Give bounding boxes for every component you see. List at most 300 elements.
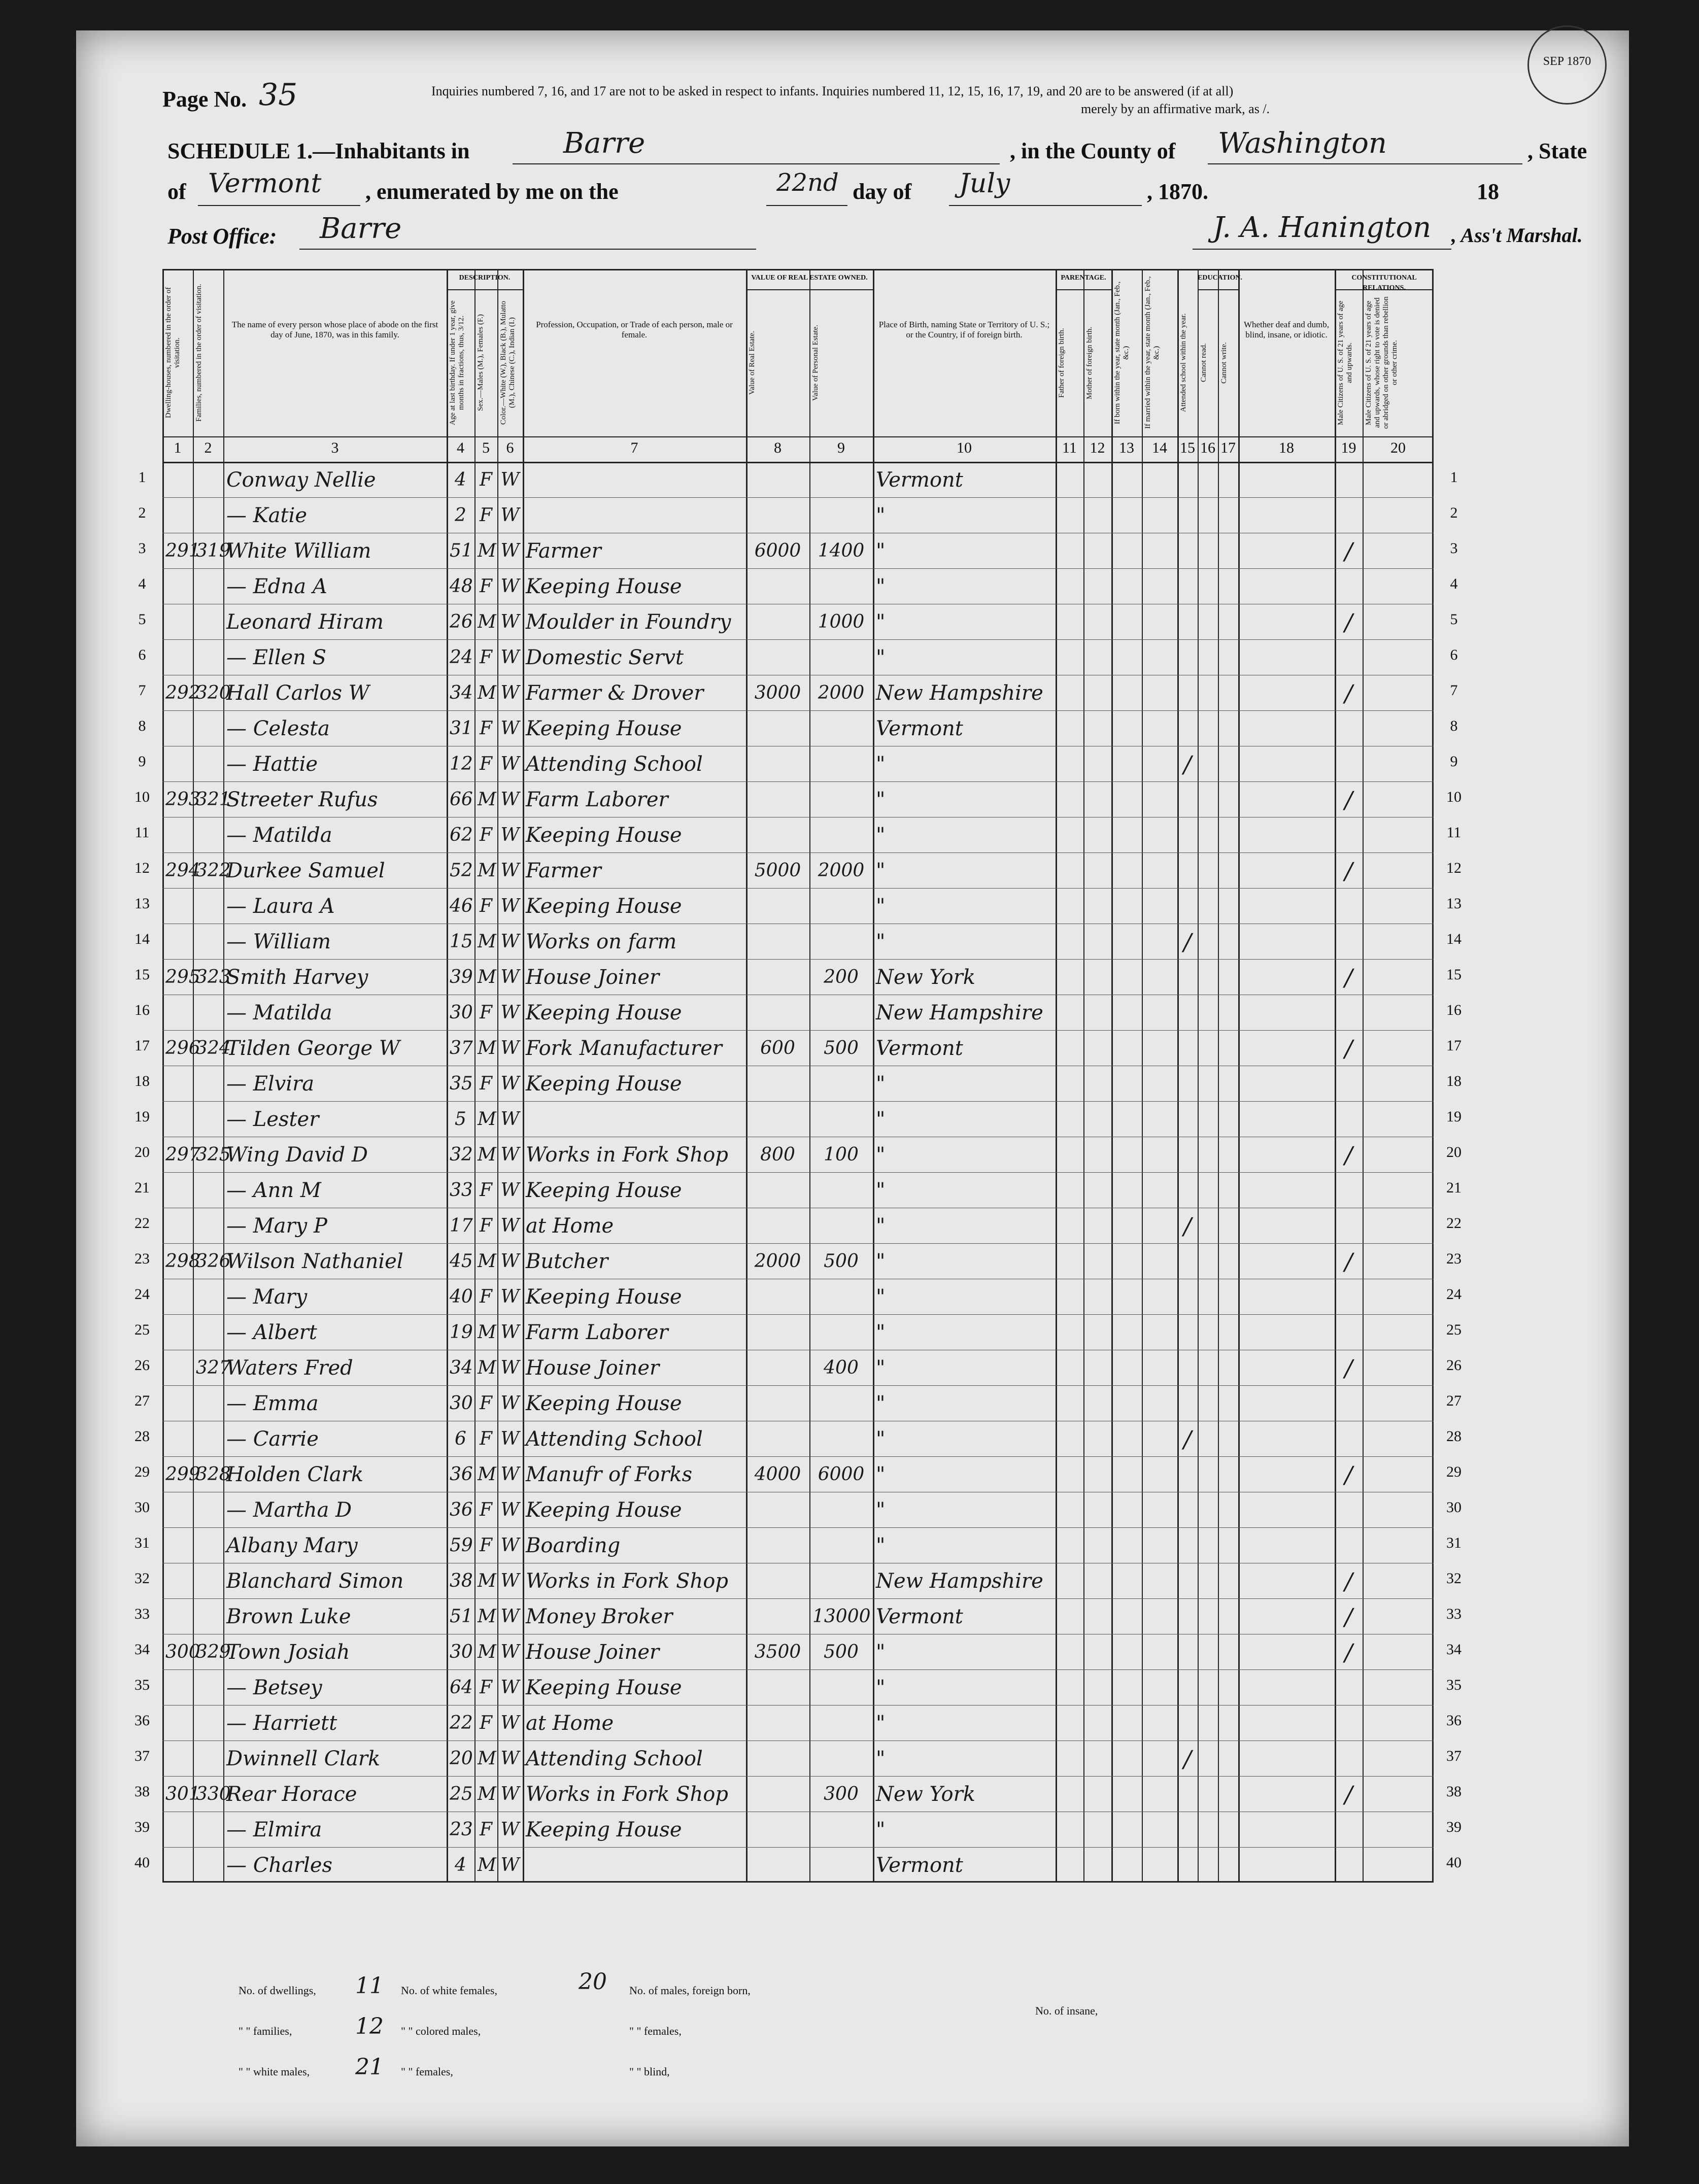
cell-birth: ": [876, 1641, 886, 1664]
header-divider: [162, 436, 1434, 437]
state-value: Vermont: [208, 168, 322, 199]
cell-occ: House Joiner: [526, 966, 660, 989]
row-divider: [162, 781, 1434, 782]
cell-occ: Works in Fork Shop: [526, 1569, 728, 1593]
cell-age: 31: [450, 718, 473, 739]
cell-sex: M: [478, 540, 496, 561]
foreign-females-label: " " females,: [629, 2025, 682, 2037]
post-office-value: Barre: [320, 212, 402, 245]
row-number-right: 21: [1446, 1179, 1462, 1196]
families-value: 12: [355, 2014, 384, 2039]
cell-re: 4000: [754, 1464, 801, 1485]
column-header-6: Color.—White (W.), Black (B.), Mulatto (M.), Chinese (C.), Indian (I.): [499, 301, 516, 425]
cell-name: — Matilda: [226, 1001, 332, 1025]
cell-occ: Farm Laborer: [526, 788, 668, 811]
row-number-left: 39: [134, 1819, 150, 1835]
cell-age: 45: [450, 1251, 473, 1272]
cell-birth: ": [876, 1463, 886, 1486]
cell-age: 51: [450, 540, 473, 561]
cell-occ: Attending School: [526, 1747, 703, 1770]
schedule-label: SCHEDULE 1.—Inhabitants in: [167, 139, 470, 163]
sheet-number: 18: [1477, 179, 1499, 204]
column-header-4: Age at last birthday. If under 1 year, give months in fractions, thus, 3/12.: [449, 300, 465, 425]
cell-pe: 1400: [818, 540, 865, 561]
cell-age: 26: [450, 611, 473, 632]
cell-name: Smith Harvey: [226, 966, 368, 989]
cell-sex: M: [478, 931, 496, 952]
row-number-left: 11: [134, 824, 150, 841]
cell-occ: Keeping House: [526, 1676, 682, 1699]
row-number-left: 28: [134, 1428, 150, 1445]
cell-sex: M: [478, 1642, 496, 1662]
cell-name: Dwinnell Clark: [226, 1747, 381, 1770]
row-divider: [162, 959, 1434, 960]
cell-sex: M: [478, 1357, 496, 1378]
cell-name: — Betsey: [226, 1676, 322, 1699]
census-sheet: [76, 30, 1629, 2146]
group-value-real-estate-underline: [746, 289, 873, 290]
cell-birth: ": [876, 1214, 886, 1238]
post-office-underline: [299, 249, 756, 250]
cell-dw: 294: [165, 860, 200, 881]
cell-fam: 320: [196, 682, 231, 703]
cell-sex: F: [480, 896, 492, 916]
column-number-18: 18: [1279, 439, 1294, 456]
cell-name: Durkee Samuel: [226, 859, 385, 882]
cell-name: Albany Mary: [226, 1534, 358, 1557]
group-value-real-estate: VALUE OF REAL ESTATE OWNED.: [751, 274, 868, 282]
cell-sex: M: [478, 1748, 496, 1769]
cell-color: W: [500, 1677, 520, 1698]
cell-birth: ": [876, 1498, 886, 1522]
column-header-20: Male Citizens of U. S. of 21 years of age and upwards, whose right to vote is denied or abridged on other grounds than rebellion or other crime.: [1365, 296, 1399, 429]
column-divider: [1335, 269, 1336, 1883]
white-males-value: 21: [355, 2054, 384, 2080]
cell-birth: ": [876, 1427, 886, 1451]
cell-sex: M: [478, 789, 496, 810]
cell-occ: Farm Laborer: [526, 1321, 668, 1344]
row-number-left: 22: [134, 1215, 150, 1232]
cell-occ: at Home: [526, 1214, 614, 1238]
cell-occ: Attending School: [526, 753, 703, 776]
cell-dw: 296: [165, 1038, 200, 1059]
row-number-left: 7: [138, 682, 146, 699]
cell-occ: Keeping House: [526, 895, 682, 918]
row-number-right: 23: [1446, 1250, 1462, 1267]
cell-occ: Keeping House: [526, 575, 682, 598]
cell-fam: 319: [196, 540, 231, 561]
cell-color: W: [500, 1144, 520, 1165]
row-number-right: 39: [1446, 1819, 1462, 1835]
colored-females-label: " " females,: [401, 2065, 453, 2078]
cell-birth: ": [876, 646, 886, 669]
cell-school: /: [1183, 1425, 1192, 1453]
cell-sex: M: [478, 1038, 496, 1059]
cell-age: 51: [450, 1606, 473, 1627]
cell-sex: M: [478, 860, 496, 881]
cell-cit: /: [1344, 1248, 1353, 1275]
row-number-right: 34: [1446, 1641, 1462, 1658]
row-number-left: 15: [134, 966, 150, 983]
cell-age: 38: [450, 1571, 473, 1591]
cell-birth: New York: [876, 1783, 975, 1806]
cell-dw: 293: [165, 789, 200, 810]
summary-footer: [162, 1969, 1604, 2121]
cell-occ: Farmer: [526, 859, 601, 882]
instructions-line-1: Inquiries numbered 7, 16, and 17 are not to be asked in respect to infants. Inquiries numbered 11, 12, 15, 16, 17, 19, and 20 are to be answered (if at all): [431, 84, 1234, 98]
cell-color: W: [500, 469, 520, 490]
cell-occ: Farmer & Drover: [526, 681, 704, 705]
row-number-left: 29: [134, 1463, 150, 1480]
row-number-right: 33: [1446, 1606, 1462, 1622]
cell-age: 66: [450, 789, 473, 810]
cell-name: Brown Luke: [226, 1605, 351, 1628]
cell-re: 5000: [754, 860, 801, 881]
cell-cit: /: [1344, 608, 1353, 636]
cell-dw: 297: [165, 1144, 200, 1165]
state-underline: [198, 205, 360, 206]
cell-color: W: [500, 611, 520, 632]
families-label: " " families,: [239, 2025, 292, 2037]
column-number-11: 11: [1062, 439, 1077, 456]
cell-birth: ": [876, 575, 886, 598]
cell-re: 6000: [754, 540, 801, 561]
cell-dw: 301: [165, 1784, 200, 1804]
cell-name: — Albert: [226, 1321, 317, 1344]
cell-name: Blanchard Simon: [226, 1569, 404, 1593]
row-number-left: 25: [134, 1321, 150, 1338]
cell-color: W: [500, 647, 520, 668]
row-divider: [162, 1314, 1434, 1315]
cell-color: W: [500, 1002, 520, 1023]
column-number-14: 14: [1152, 439, 1167, 456]
day-value: 22nd: [776, 168, 839, 197]
colored-males-label: " " colored males,: [401, 2025, 481, 2037]
cell-color: W: [500, 1286, 520, 1307]
row-number-right: 12: [1446, 860, 1462, 876]
cell-sex: F: [480, 1535, 492, 1556]
cell-fam: 324: [196, 1038, 231, 1059]
cell-age: 32: [450, 1144, 473, 1165]
column-divider: [1142, 269, 1143, 1883]
column-divider: [873, 269, 874, 1883]
row-number-right: 5: [1450, 611, 1458, 628]
cell-sex: M: [478, 1109, 496, 1130]
cell-fam: 328: [196, 1464, 231, 1485]
row-number-left: 23: [134, 1250, 150, 1267]
column-header-13: If born within the year, state month (Jan., Feb., &c.): [1113, 281, 1130, 424]
white-males-label: " " white males,: [239, 2065, 310, 2078]
row-divider: [162, 1243, 1434, 1244]
white-females-value: 20: [579, 1969, 607, 1995]
cell-re: 3500: [754, 1642, 801, 1662]
row-number-left: 36: [134, 1712, 150, 1729]
cell-dw: 295: [165, 967, 200, 987]
cell-school: /: [1183, 1212, 1192, 1240]
cell-sex: F: [480, 505, 492, 526]
cell-age: 4: [455, 1855, 466, 1875]
row-number-left: 37: [134, 1748, 150, 1764]
cell-color: W: [500, 1428, 520, 1449]
cell-birth: ": [876, 895, 886, 918]
cell-color: W: [500, 1819, 520, 1840]
group-constitutional: CONSTITUTIONAL RELATIONS.: [1351, 274, 1417, 292]
cell-pe: 2000: [818, 860, 865, 881]
column-header-14: If married within the year, state month (Jan., Feb., &c.): [1144, 276, 1161, 429]
row-number-left: 24: [134, 1286, 150, 1303]
cell-color: W: [500, 1251, 520, 1272]
cell-birth: ": [876, 1712, 886, 1735]
column-header-16: Cannot read.: [1200, 343, 1208, 383]
cell-name: — Ann M: [226, 1179, 321, 1202]
cell-color: W: [500, 931, 520, 952]
column-header-10: Place of Birth, naming State or Territory of U. S.; or the Country, if of foreign birth.: [878, 320, 1050, 339]
row-number-right: 36: [1446, 1712, 1462, 1729]
cell-pe: 100: [824, 1144, 859, 1165]
column-header-12: Mother of foreign birth.: [1085, 326, 1094, 399]
cell-sex: F: [480, 469, 492, 490]
cell-age: 48: [450, 576, 473, 597]
state-label: , State: [1527, 139, 1587, 163]
cell-sex: F: [480, 1499, 492, 1520]
cell-pe: 500: [824, 1038, 859, 1059]
cell-name: Conway Nellie: [226, 468, 376, 492]
town-value: Barre: [563, 127, 645, 160]
cell-cit: /: [1344, 537, 1353, 565]
column-number-15: 15: [1180, 439, 1195, 456]
column-divider: [1198, 269, 1199, 1883]
cell-age: 35: [450, 1073, 473, 1094]
cell-birth: ": [876, 824, 886, 847]
row-number-left: 5: [138, 611, 146, 628]
cell-dw: 300: [165, 1642, 200, 1662]
cell-occ: at Home: [526, 1712, 614, 1735]
cell-cit: /: [1344, 786, 1353, 813]
column-number-1: 1: [174, 439, 182, 456]
column-number-16: 16: [1200, 439, 1215, 456]
cell-age: 12: [450, 754, 473, 774]
row-number-right: 27: [1446, 1392, 1462, 1409]
group-parentage: PARENTAGE.: [1061, 274, 1106, 282]
cell-name: — Matilda: [226, 824, 332, 847]
white-females-label: No. of white females,: [401, 1984, 497, 1997]
cell-color: W: [500, 1393, 520, 1414]
cell-name: — Mary P: [226, 1214, 327, 1238]
cell-color: W: [500, 1784, 520, 1804]
cell-birth: New York: [876, 966, 975, 989]
cell-birth: ": [876, 930, 886, 953]
cell-pe: 13000: [812, 1606, 871, 1627]
cell-name: Wing David D: [226, 1143, 368, 1167]
cell-fam: 329: [196, 1642, 231, 1662]
row-number-right: 2: [1450, 504, 1458, 521]
marshal-signature: J. A. Hanington: [1213, 211, 1432, 244]
cell-occ: Domestic Servt: [526, 646, 684, 669]
cell-sex: F: [480, 754, 492, 774]
row-number-left: 27: [134, 1392, 150, 1409]
cell-color: W: [500, 1571, 520, 1591]
column-number-10: 10: [957, 439, 972, 456]
column-header-11: Father of foreign birth.: [1058, 328, 1066, 398]
row-number-left: 10: [134, 789, 150, 805]
cell-color: W: [500, 1073, 520, 1094]
cell-occ: Keeping House: [526, 1179, 682, 1202]
column-header-18: Whether deaf and dumb, blind, insane, or idiotic.: [1243, 320, 1330, 339]
row-number-right: 19: [1446, 1108, 1462, 1125]
cell-occ: House Joiner: [526, 1356, 660, 1380]
cell-sex: F: [480, 1002, 492, 1023]
column-divider: [1177, 269, 1179, 1883]
row-number-right: 25: [1446, 1321, 1462, 1338]
cell-name: Tilden George W: [226, 1037, 400, 1060]
row-divider: [162, 497, 1434, 498]
group-description-underline: [447, 289, 523, 290]
cell-birth: ": [876, 753, 886, 776]
cell-fam: 327: [196, 1357, 231, 1378]
row-number-right: 35: [1446, 1677, 1462, 1693]
cell-name: — Martha D: [226, 1498, 352, 1522]
cell-color: W: [500, 1713, 520, 1733]
cell-name: — Katie: [226, 504, 307, 527]
cell-birth: ": [876, 788, 886, 811]
cell-name: Holden Clark: [226, 1463, 364, 1486]
cell-birth: ": [876, 1818, 886, 1841]
column-number-7: 7: [630, 439, 638, 456]
row-divider: [162, 852, 1434, 853]
row-number-right: 7: [1450, 682, 1458, 699]
cell-name: — Carrie: [226, 1427, 319, 1451]
county-underline: [1208, 163, 1522, 164]
cell-name: — Harriett: [226, 1712, 337, 1735]
cell-name: — Emma: [226, 1392, 319, 1415]
page-number: 35: [259, 77, 298, 113]
cell-birth: Vermont: [876, 1854, 963, 1877]
row-number-left: 16: [134, 1002, 150, 1018]
cell-occ: Attending School: [526, 1427, 703, 1451]
row-number-right: 38: [1446, 1783, 1462, 1800]
row-number-left: 21: [134, 1179, 150, 1196]
cell-name: — Celesta: [226, 717, 330, 740]
cell-dw: 299: [165, 1464, 200, 1485]
column-divider: [1056, 269, 1057, 1883]
cell-age: 19: [450, 1322, 473, 1343]
row-number-right: 13: [1446, 895, 1462, 912]
cell-age: 20: [450, 1748, 473, 1769]
cell-sex: F: [480, 1215, 492, 1236]
cell-name: — Elmira: [226, 1818, 322, 1841]
cell-sex: M: [478, 1144, 496, 1165]
row-number-right: 6: [1450, 646, 1458, 663]
column-header-17: Cannot write.: [1220, 342, 1228, 384]
row-number-left: 6: [138, 646, 146, 663]
cell-birth: ": [876, 610, 886, 634]
cell-sex: M: [478, 1571, 496, 1591]
marshal-underline: [1193, 249, 1451, 250]
row-number-right: 9: [1450, 753, 1458, 770]
cell-name: Waters Fred: [226, 1356, 353, 1380]
row-number-left: 1: [138, 469, 146, 486]
row-divider: [162, 1172, 1434, 1173]
cell-name: — Charles: [226, 1854, 333, 1877]
row-divider: [162, 1669, 1434, 1670]
cell-age: 46: [450, 896, 473, 916]
cell-color: W: [500, 1535, 520, 1556]
cell-name: — Laura A: [226, 895, 335, 918]
cell-age: 25: [450, 1784, 473, 1804]
cell-sex: F: [480, 1819, 492, 1840]
row-number-left: 34: [134, 1641, 150, 1658]
column-number-20: 20: [1390, 439, 1406, 456]
year-label: , 1870.: [1147, 179, 1208, 204]
marshal-label: , Ass't Marshal.: [1451, 224, 1583, 247]
row-number-left: 31: [134, 1534, 150, 1551]
cell-birth: ": [876, 1250, 886, 1273]
row-number-left: 18: [134, 1073, 150, 1089]
cell-cit: /: [1344, 1781, 1353, 1808]
row-number-right: 4: [1450, 575, 1458, 592]
cell-sex: M: [478, 1464, 496, 1485]
cell-occ: House Joiner: [526, 1641, 660, 1664]
cell-age: 34: [450, 682, 473, 703]
cell-name: — William: [226, 930, 331, 953]
cell-name: — Lester: [226, 1108, 319, 1131]
cell-age: 4: [455, 469, 466, 490]
town-underline: [513, 163, 1000, 164]
cell-birth: ": [876, 504, 886, 527]
column-number-9: 9: [837, 439, 845, 456]
cell-color: W: [500, 825, 520, 845]
cell-birth: ": [876, 1747, 886, 1770]
enumerated-label: , enumerated by me on the: [365, 179, 619, 204]
cell-sex: F: [480, 576, 492, 597]
cell-name: — Hattie: [226, 753, 318, 776]
cell-birth: ": [876, 1321, 886, 1344]
cell-birth: ": [876, 859, 886, 882]
column-divider: [1363, 269, 1364, 1883]
cell-age: 59: [450, 1535, 473, 1556]
cell-birth: Vermont: [876, 1037, 963, 1060]
cell-name: Town Josiah: [226, 1641, 350, 1664]
cell-birth: ": [876, 1534, 886, 1557]
cell-occ: Keeping House: [526, 717, 682, 740]
cell-age: 2: [455, 505, 466, 526]
row-number-left: 8: [138, 718, 146, 734]
cell-sex: F: [480, 1286, 492, 1307]
column-divider: [1238, 269, 1240, 1883]
row-number-right: 16: [1446, 1002, 1462, 1018]
month-underline: [949, 205, 1142, 206]
blind-label: " " blind,: [629, 2065, 670, 2078]
column-header-5: Sex.—Males (M.), Females (F.): [477, 314, 485, 412]
instructions-line-2: merely by an affirmative mark, as /.: [1081, 101, 1270, 116]
row-number-right: 29: [1446, 1463, 1462, 1480]
row-number-left: 2: [138, 504, 146, 521]
cell-age: 36: [450, 1499, 473, 1520]
cell-name: Rear Horace: [226, 1783, 357, 1806]
cell-sex: F: [480, 1428, 492, 1449]
column-divider: [497, 269, 498, 1883]
row-number-right: 32: [1446, 1570, 1462, 1587]
cell-age: 34: [450, 1357, 473, 1378]
row-divider: [162, 1456, 1434, 1457]
row-number-right: 28: [1446, 1428, 1462, 1445]
cell-occ: Keeping House: [526, 1072, 682, 1096]
cell-birth: ": [876, 1392, 886, 1415]
cell-color: W: [500, 1464, 520, 1485]
cell-re: 600: [760, 1038, 795, 1059]
cell-sex: M: [478, 1251, 496, 1272]
group-education: EDUCATION.: [1198, 274, 1243, 282]
